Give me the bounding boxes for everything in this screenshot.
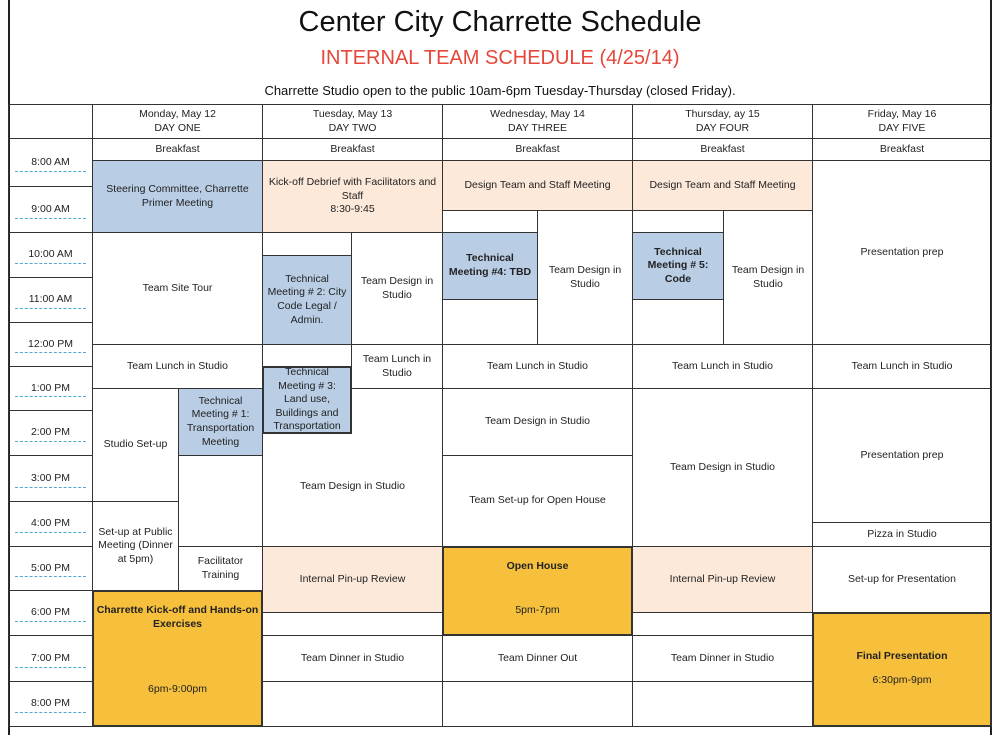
time-slot: 9:00 AM (8, 186, 93, 233)
time-slot: 5:00 PM (8, 546, 93, 591)
time-slot: 11:00 AM (8, 277, 93, 323)
event-breakfast: Breakfast (442, 138, 633, 161)
empty-slot (442, 681, 633, 727)
empty-slot (632, 612, 813, 636)
event-charrette-kickoff: Charrette Kick-off and Hands-on Exercises 6pm-9:00pm (92, 590, 263, 727)
event-pinup-review: Internal Pin-up Review (632, 546, 813, 613)
event-team-design: Team Design in Studio (351, 232, 443, 345)
event-breakfast: Breakfast (92, 138, 263, 161)
time-slot: 12:00 PM (8, 322, 93, 367)
event-team-design: Team Design in Studio (537, 210, 633, 345)
event-pizza: Pizza in Studio (812, 522, 992, 547)
empty-slot (442, 210, 538, 233)
day-header-thursday: Thursday, ay 15 DAY FOUR (632, 104, 813, 139)
event-team-design: Team Design in Studio (723, 210, 813, 345)
event-team-design: Team Design in Studio (632, 388, 813, 547)
empty-slot (178, 455, 263, 547)
event-lunch: Team Lunch in Studio (351, 344, 443, 389)
event-presentation-prep: Presentation prep (812, 160, 992, 345)
event-breakfast: Breakfast (632, 138, 813, 161)
page-subtitle: INTERNAL TEAM SCHEDULE (4/25/14) (320, 47, 680, 69)
event-technical-meeting-2: Technical Meeting # 2: City Code Legal / Admin. (262, 255, 352, 345)
event-kickoff-debrief: Kick-off Debrief with Facilitators and Staff 8:30-9:45 (262, 160, 443, 233)
event-dinner-studio: Team Dinner in Studio (632, 635, 813, 682)
time-slot: 1:00 PM (8, 366, 93, 411)
event-team-design: Team Design in Studio (442, 388, 633, 456)
empty-slot (262, 344, 352, 367)
event-studio-setup: Studio Set-up (92, 388, 179, 502)
time-slot: 10:00 AM (8, 232, 93, 278)
empty-slot (632, 210, 724, 233)
time-slot: 8:00 PM (8, 681, 93, 727)
event-setup-presentation: Set-up for Presentation (812, 546, 992, 613)
event-site-tour: Team Site Tour (92, 232, 263, 345)
event-lunch: Team Lunch in Studio (812, 344, 992, 389)
day-header-wednesday: Wednesday, May 14 DAY THREE (442, 104, 633, 139)
day-header-friday: Friday, May 16 DAY FIVE (812, 104, 992, 139)
event-facilitator-training: Facilitator Training (178, 546, 263, 591)
event-presentation-prep: Presentation prep (812, 388, 992, 523)
event-breakfast: Breakfast (812, 138, 992, 161)
event-lunch: Team Lunch in Studio (632, 344, 813, 389)
day-header-tuesday: Tuesday, May 13 DAY TWO (262, 104, 443, 139)
corner-cell (8, 104, 93, 139)
time-slot: 4:00 PM (8, 501, 93, 547)
studio-hours-note: Charrette Studio open to the public 10am-6pm Tuesday-Thursday (closed Friday). (264, 83, 736, 98)
event-setup-public-meeting: Set-up at Public Meeting (Dinner at 5pm) (92, 501, 179, 591)
event-technical-meeting-1: Technical Meeting # 1: Transportation Meeting (178, 388, 263, 456)
event-final-presentation: Final Presentation 6:30pm-9pm (812, 612, 992, 727)
event-technical-meeting-3: Technical Meeting # 3: Land use, Buildings and Transportation (262, 366, 352, 434)
event-design-staff-meeting: Design Team and Staff Meeting (442, 160, 633, 211)
event-pinup-review: Internal Pin-up Review (262, 546, 443, 613)
empty-slot (262, 681, 443, 727)
time-slot: 7:00 PM (8, 635, 93, 682)
event-dinner-out: Team Dinner Out (442, 635, 633, 682)
empty-slot (262, 612, 443, 636)
time-slot: 3:00 PM (8, 455, 93, 502)
event-technical-meeting-4: Technical Meeting #4: TBD (442, 232, 538, 300)
empty-slot (442, 299, 538, 345)
page-title: Center City Charrette Schedule (298, 6, 702, 38)
empty-slot (632, 681, 813, 727)
time-slot: 8:00 AM (8, 138, 93, 187)
event-dinner-studio: Team Dinner in Studio (262, 635, 443, 682)
event-breakfast: Breakfast (262, 138, 443, 161)
event-lunch: Team Lunch in Studio (442, 344, 633, 389)
empty-slot (262, 232, 352, 256)
event-design-staff-meeting: Design Team and Staff Meeting (632, 160, 813, 211)
event-open-house: Open House 5pm-7pm (442, 546, 633, 636)
empty-slot (632, 299, 724, 345)
event-lunch: Team Lunch in Studio (92, 344, 263, 389)
time-slot: 6:00 PM (8, 590, 93, 636)
event-setup-open-house: Team Set-up for Open House (442, 455, 633, 547)
event-technical-meeting-5: Technical Meeting # 5: Code (632, 232, 724, 300)
day-header-monday: Monday, May 12 DAY ONE (92, 104, 263, 139)
time-slot: 2:00 PM (8, 410, 93, 456)
event-steering-committee: Steering Committee, Charrette Primer Meeting (92, 160, 263, 233)
event-team-design: Team Design in Studio (262, 388, 443, 547)
